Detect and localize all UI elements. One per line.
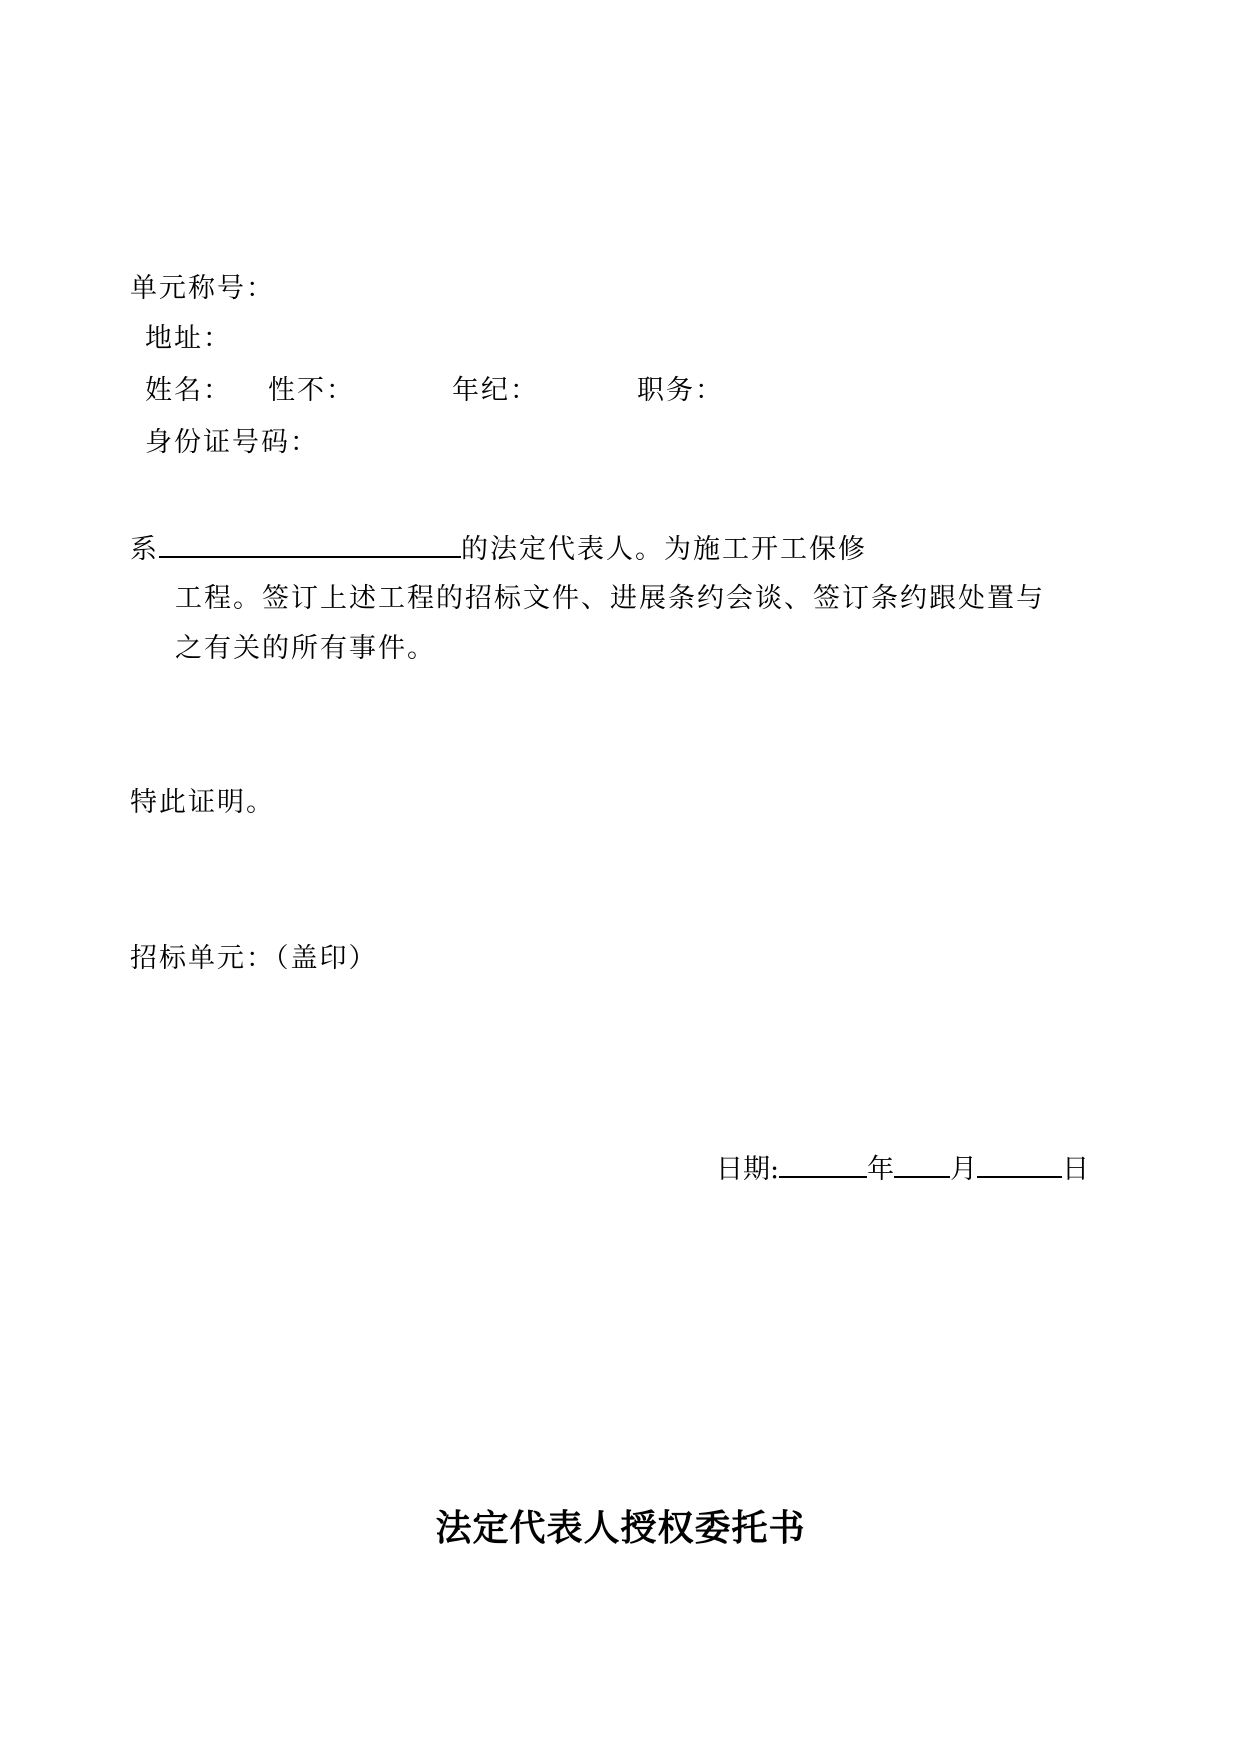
day-label: 日: [1062, 1154, 1090, 1185]
certify-text: 特此证明。: [130, 787, 275, 818]
gender-label: 性不：: [268, 375, 355, 406]
id-number-label: 身份证号码：: [145, 427, 319, 458]
month-blank: [894, 1150, 950, 1178]
stamp-label: 招标单元：: [130, 943, 275, 974]
body-line-3: 之有关的所有事件。: [175, 633, 436, 664]
body-line-1: [130, 530, 867, 567]
body-line-1-suffix: 的法定代表人。为施工开工保修: [461, 534, 867, 565]
stamp-note: （盖印）: [275, 943, 378, 974]
body-prefix: 系: [130, 534, 159, 565]
date-label: 日期:: [716, 1154, 780, 1185]
document-title: 法定代表人授权委托书: [435, 1508, 806, 1549]
address-label: 地址：: [145, 323, 232, 354]
year-label: 年: [867, 1154, 895, 1185]
stamp-line: [130, 942, 378, 976]
age-label: 年纪：: [452, 375, 539, 406]
year-blank: [779, 1150, 867, 1178]
date-line: [716, 1150, 1089, 1187]
unit-name-label: 单元称号：: [130, 273, 275, 304]
month-label: 月: [950, 1154, 978, 1185]
name-label: 姓名：: [145, 375, 232, 406]
company-name-blank: [159, 530, 461, 558]
body-line-2: 工程。签订上述工程的招标文件、进展条约会谈、签订条约跟处置与: [175, 583, 1045, 614]
position-label: 职务：: [637, 375, 724, 406]
day-blank: [977, 1150, 1062, 1178]
